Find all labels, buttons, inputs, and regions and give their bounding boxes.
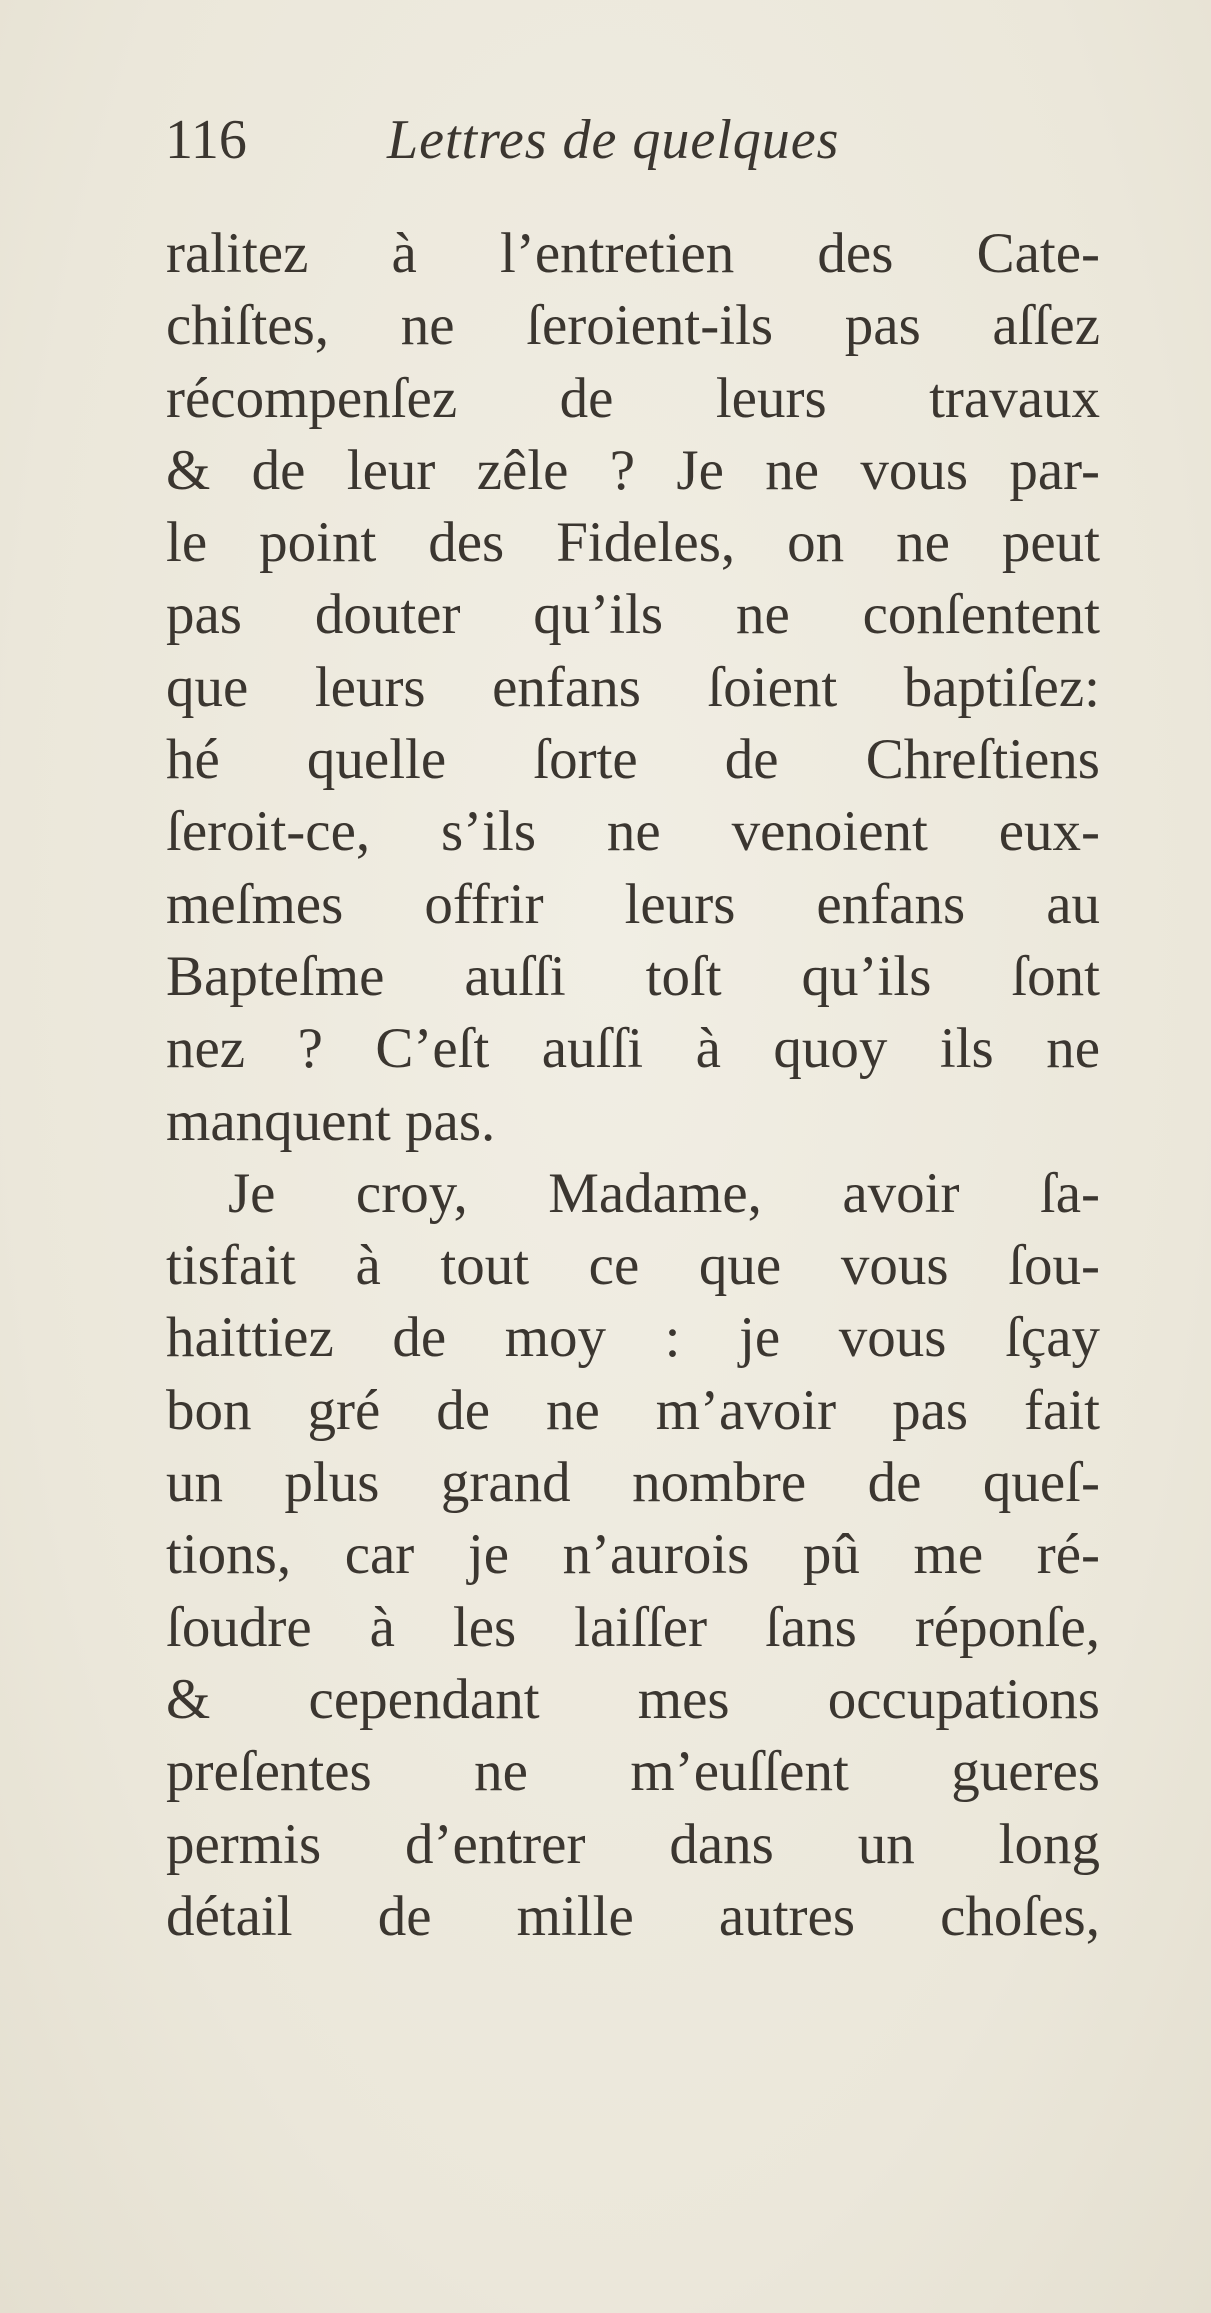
- text-line: chiſtes, ne ſeroient-ils pas aſſez: [166, 294, 1100, 358]
- text-line: & de leur zêle ? Je ne vous par-: [166, 438, 1100, 502]
- body-text: [166, 218, 1100, 1953]
- text-line: tisfait à tout ce que vous ſou-: [166, 1234, 1100, 1298]
- text-line: pas douter qu’ils ne conſentent: [166, 583, 1100, 647]
- paragraph-start-line: Je croy, Madame, avoir ſa-: [228, 1161, 1100, 1225]
- text-line: un plus grand nombre de queſ-: [166, 1451, 1100, 1515]
- text-line: bon gré de ne m’avoir pas fait: [166, 1378, 1100, 1442]
- text-line: haittiez de moy : je vous ſçay: [166, 1306, 1100, 1370]
- text-line: meſmes offrir leurs enfans au: [166, 872, 1100, 936]
- text-line: le point des Fideles, on ne peut: [166, 511, 1100, 575]
- text-line: & cependant mes occupations: [166, 1667, 1100, 1731]
- page-number: 116: [165, 109, 247, 171]
- text-line: hé quelle ſorte de Chreſtiens: [166, 728, 1100, 792]
- text-line: détail de mille autres choſes,: [166, 1884, 1100, 1948]
- text-line: ſoudre à les laiſſer ſans réponſe,: [166, 1595, 1100, 1659]
- text-line: permis d’entrer dans un long: [166, 1812, 1100, 1876]
- text-line: ſeroit-ce, s’ils ne venoient eux-: [166, 800, 1100, 864]
- text-line: ralitez à l’entretien des Cate-: [166, 222, 1100, 285]
- text-line: que leurs enfans ſoient baptiſez:: [166, 655, 1100, 719]
- text-line: nez ? C’eſt auſſi à quoy ils ne: [166, 1017, 1100, 1081]
- paragraph-end-line: manquent pas.: [166, 1089, 496, 1153]
- text-line: tions, car je n’aurois pû me ré-: [166, 1523, 1100, 1587]
- text-line: récompenſez de leurs travaux: [166, 366, 1100, 430]
- running-title: Lettres de quelques: [387, 109, 840, 171]
- text-line: Bapteſme auſſi toſt qu’ils ſont: [166, 944, 1100, 1008]
- text-line: preſentes ne m’euſſent gueres: [166, 1740, 1100, 1804]
- page-header: [165, 100, 925, 180]
